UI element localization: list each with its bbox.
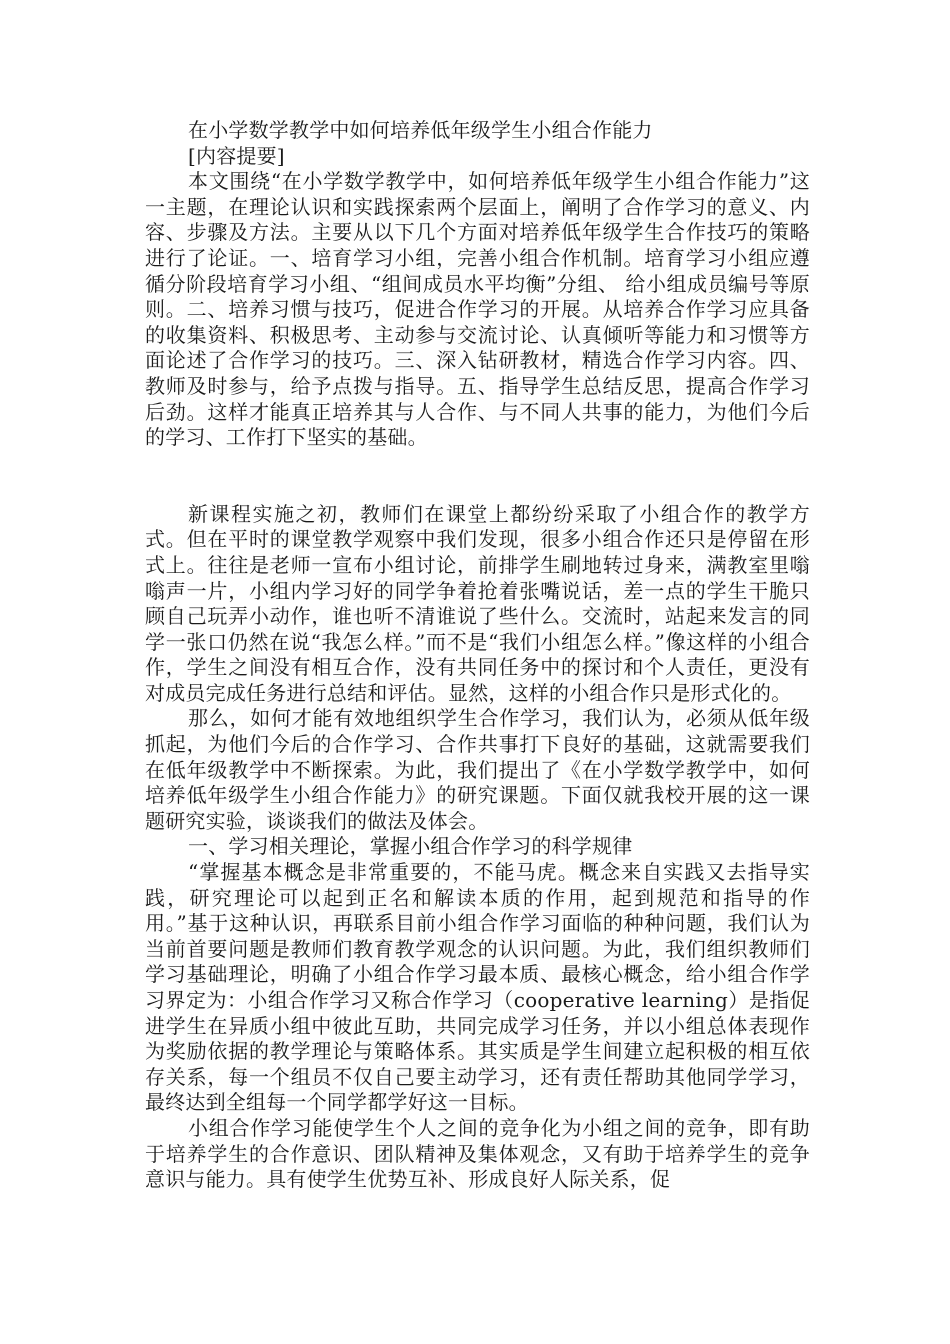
- section-heading-1: 一、学习相关理论，掌握小组合作学习的科学规律: [188, 834, 633, 859]
- section-gap: [145, 451, 810, 502]
- body-paragraph-2: 那么，如何才能有效地组织学生合作学习，我们认为，必须从低年级抓起，为他们今后的合作学习、合作共事打下良好的基础，这就需要我们在低年级教学中不断探索。为此，我们提出了《在小学数学教学中，如何培养低年级学生小组合作能力》的研究课题。下面仅就我校开展的这一课题研究实验，谈谈我们的做法及体会。: [145, 706, 810, 833]
- body-paragraph-1: 新课程实施之初，教师们在课堂上都纷纷采取了小组合作的教学方式。但在平时的课堂教学观察中我们发现，很多小组合作还只是停留在形式上。往往是老师一宣布小组讨论，前排学生刷地转过身来，满教室里嗡嗡声一片，小组内学习好的同学争着抢着张嘴说话，差一点的学生干脆只顾自己玩弄小动作，谁也听不清谁说了些什么。交流时，站起来发言的同学一张口仍然在说“我怎么样。”而不是“我们小组怎么样。”像这样的小组合作，学生之间没有相互合作，没有共同任务中的探讨和个人责任，更没有对成员完成任务进行总结和评估。显然，这样的小组合作只是形式化的。: [145, 501, 810, 705]
- document-title: 在小学数学教学中如何培养低年级学生小组合作能力: [188, 118, 653, 142]
- abstract-label: [内容提要]: [188, 143, 285, 168]
- body-paragraph-4: 小组合作学习能使学生个人之间的竞争化为小组之间的竞争，即有助于培养学生的合作意识、团队精神及集体观念，又有助于培养学生的竞争意识与能力。具有使学生优势互补、形成良好人际关系，促: [145, 1115, 810, 1192]
- body-paragraph-3: “掌握基本概念是非常重要的，不能马虎。概念来自实践又去指导实践，研究理论可以起到正名和解读本质的作用，起到规范和指导的作用。”基于这种认识，再联系目前小组合作学习面临的种种问题，我们认为当前首要问题是教师们教育教学观念的认识问题。为此，我们组织教师们学习基础理论，明确了小组合作学习最本质、最核心概念，给小组合作学习界定为：小组合作学习又称合作学习（cooperative learning）是指促进学生在异质小组中彼此互助，共同完成学习任务，并以小组总体表现作为奖励依据的教学理论与策略体系。其实质是学生间建立起积极的相互依存关系，每一个组员不仅自己要主动学习，还有责任帮助其他同学学习，最终达到全组每一个同学都学好这一目标。: [145, 860, 810, 1115]
- abstract-paragraph: 本文围绕“在小学数学教学中，如何培养低年级学生小组合作能力”这一主题，在理论认识和实践探索两个层面上，阐明了合作学习的意义、内容、步骤及方法。主要从以下几个方面对培养低年级学生合作技巧的策略进行了论证。一、培育学习小组，完善小组合作机制。培育学习小组应遵循分阶段培育学习小组、“组间成员水平均衡”分组、 给小组成员编号等原则。二、培养习惯与技巧，促进合作学习的开展。从培养合作学习应具备的收集资料、积极思考、主动参与交流讨论、认真倾听等能力和习惯等方面论述了合作学习的技巧。三、深入钻研教材，精选合作学习内容。四、教师及时参与，给予点拨与指导。五、指导学生总结反思，提高合作学习后劲。这样才能真正培养其与人合作、与不同人共事的能力，为他们今后的学习、工作打下坚实的基础。: [145, 169, 810, 450]
- document-page: [145, 118, 810, 1193]
